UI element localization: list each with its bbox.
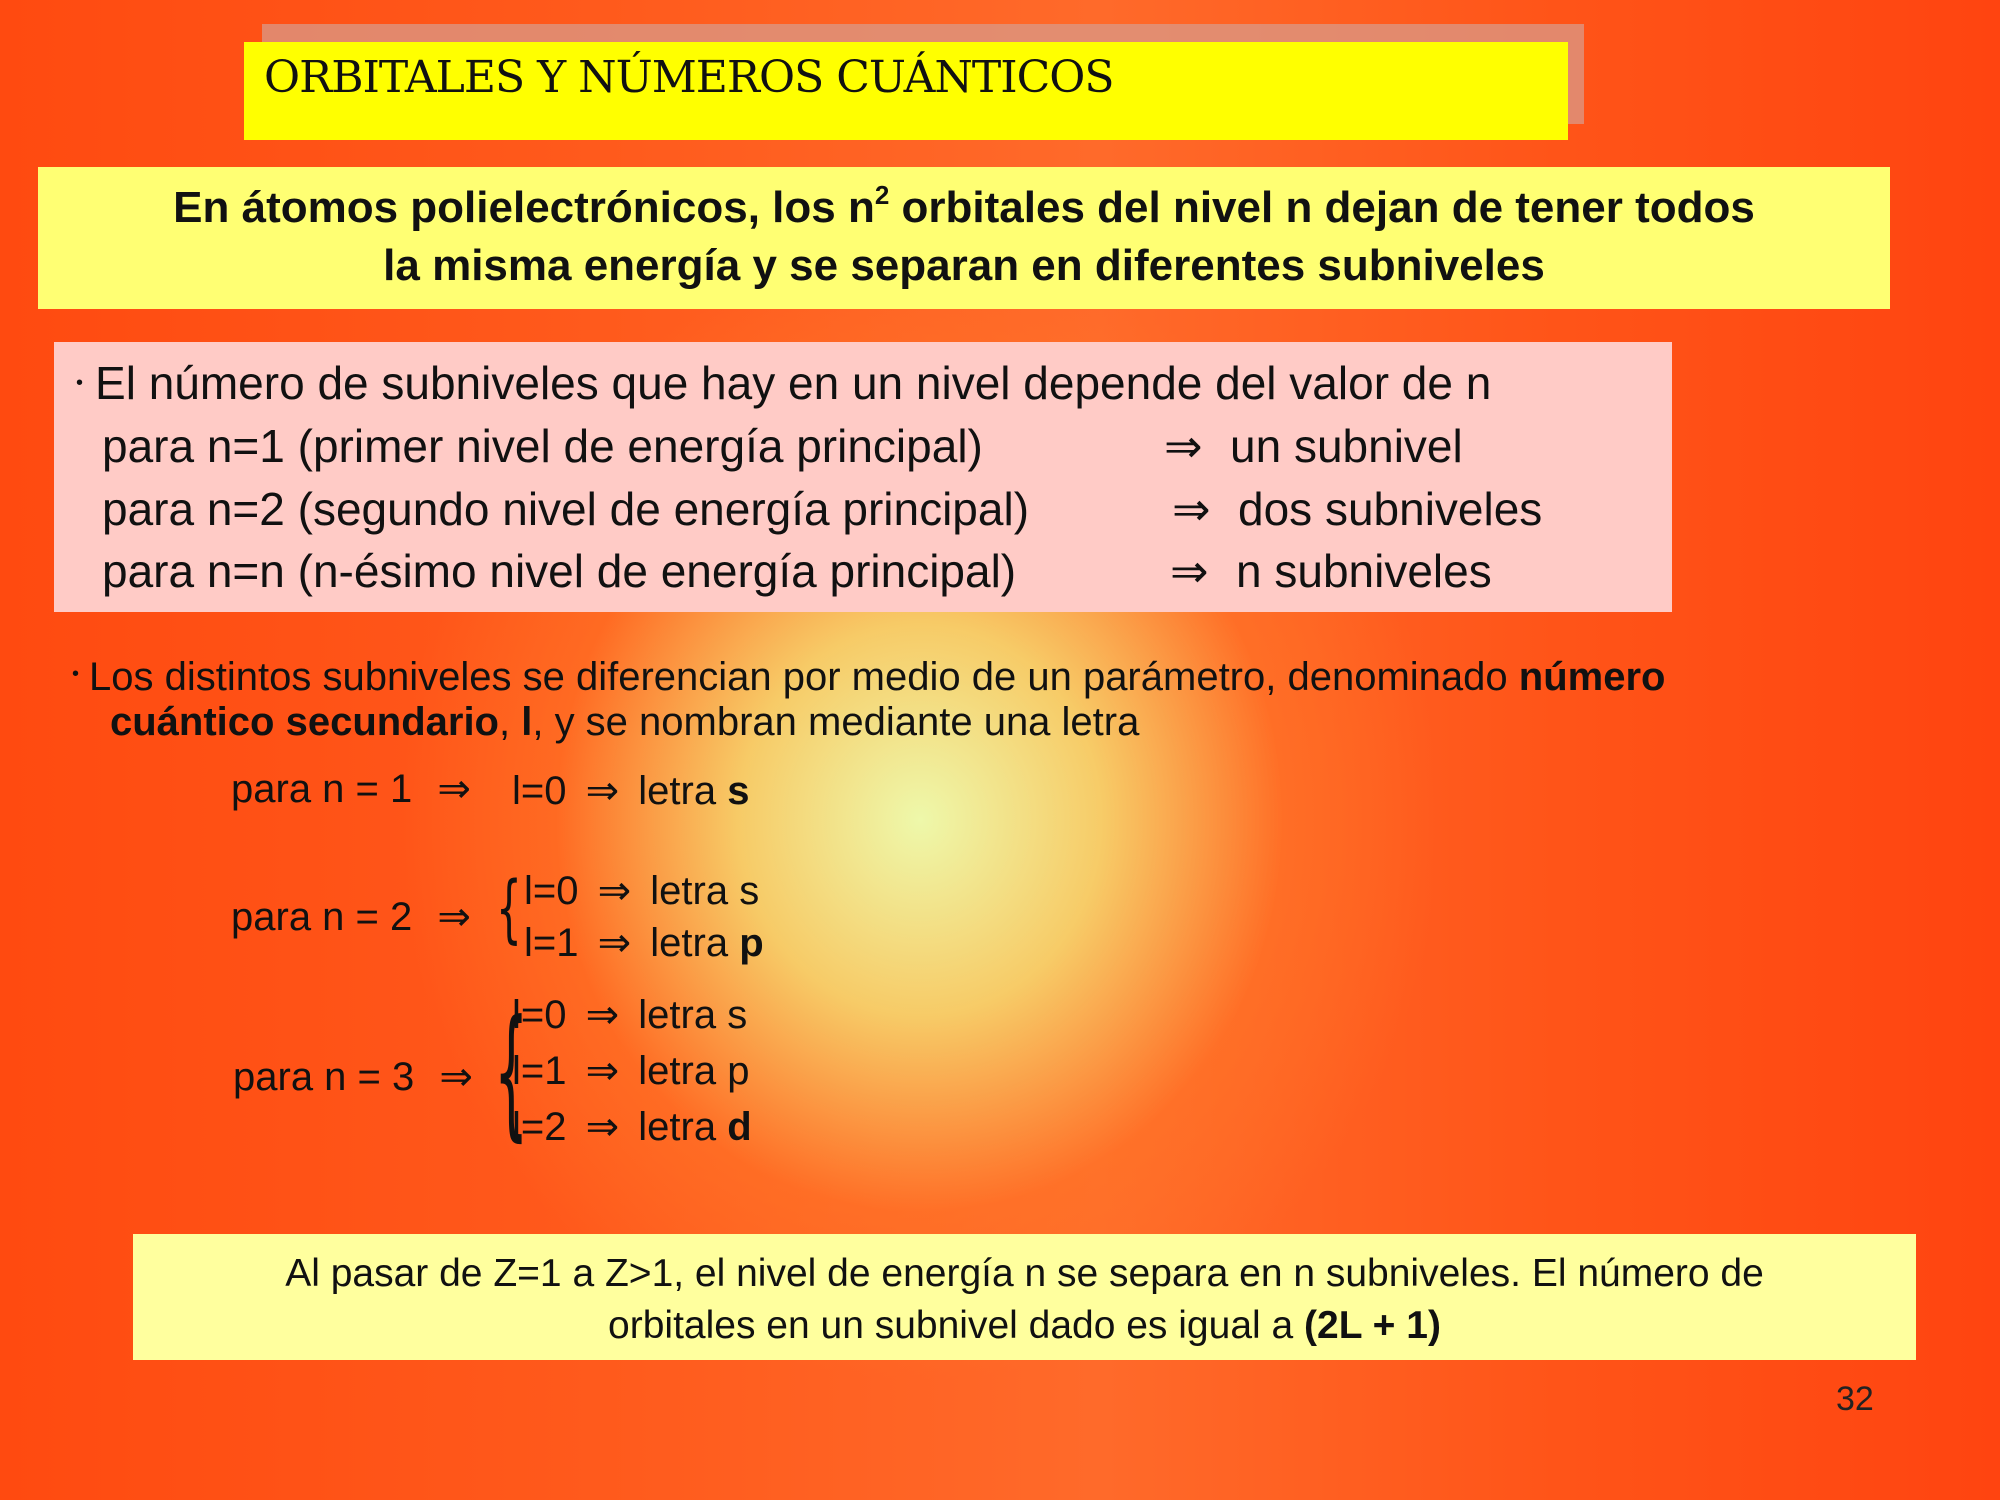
- l-value: l=0: [524, 869, 579, 913]
- paragraph-text-a: Los distintos subniveles se diferencian por medio de un parámetro, denominado: [89, 655, 1519, 699]
- subniveles-row-left: para n=n (n-ésimo nivel de energía principal): [102, 545, 1017, 597]
- left-brace-icon: {: [496, 866, 522, 952]
- level-n2-row: [524, 920, 764, 966]
- letter-text: letra s: [638, 993, 748, 1037]
- intro-superscript: 2: [874, 180, 890, 210]
- conclusion-line-1: Al pasar de Z=1 a Z>1, el nivel de energía n se separa en n subniveles. El número de: [285, 1252, 1764, 1295]
- subniveles-heading-line: [76, 356, 1491, 410]
- subniveles-box: [54, 342, 1672, 612]
- level-n2-label: [231, 894, 471, 940]
- level-n3-row: [512, 1048, 749, 1094]
- paragraph-bold-b: cuántico secundario: [110, 700, 499, 744]
- letter-text: letra: [638, 769, 728, 813]
- subniveles-row-right: dos subniveles: [1238, 483, 1543, 535]
- numero-cuantico-paragraph: [72, 652, 1872, 745]
- conclusion-box: [133, 1234, 1916, 1360]
- subniveles-row: [102, 419, 1463, 473]
- conclusion-line-2: [133, 1300, 1916, 1352]
- implies-arrow-icon: ⇒: [585, 1104, 620, 1150]
- bullet-icon: •: [76, 372, 84, 394]
- letter-bold: p: [739, 921, 764, 965]
- subniveles-row-right: un subnivel: [1230, 420, 1463, 472]
- subniveles-row-right: n subniveles: [1236, 545, 1492, 597]
- letter-text: letra: [638, 1105, 728, 1149]
- level-n3-row: [512, 1104, 752, 1150]
- implies-arrow-icon: ⇒: [597, 868, 632, 914]
- level-n1-row: [512, 768, 749, 814]
- intro-line-2: la misma energía y se separan en diferentes subniveles: [383, 241, 1545, 290]
- implies-arrow-icon: ⇒: [585, 768, 620, 814]
- intro-line-1-pre: En átomos polielectrónicos, los n: [173, 183, 875, 232]
- paragraph-line-2: [72, 700, 1139, 744]
- level-label: para n = 3: [233, 1055, 415, 1099]
- level-n3-label: [233, 1054, 473, 1100]
- paragraph-text-c: , y se nombran mediante una letra: [532, 700, 1140, 744]
- bullet-icon: •: [72, 663, 80, 685]
- level-label: para n = 1: [231, 767, 413, 811]
- letter-text: letra: [650, 921, 740, 965]
- paragraph-bold-l: l: [521, 700, 533, 744]
- level-label: para n = 2: [231, 895, 413, 939]
- conclusion-line-2-text: orbitales en un subnivel dado es igual a: [608, 1304, 1305, 1347]
- implies-arrow-icon: ⇒: [1170, 544, 1209, 598]
- implies-arrow-icon: ⇒: [585, 1048, 620, 1094]
- l-value: l=0: [512, 993, 567, 1037]
- implies-arrow-icon: ⇒: [437, 766, 471, 812]
- level-n3-row: [512, 992, 747, 1038]
- left-brace-icon: {: [494, 990, 529, 1155]
- intro-line-1: [38, 179, 1890, 237]
- subniveles-row: [102, 544, 1492, 598]
- letter-bold: s: [727, 769, 750, 813]
- implies-arrow-icon: ⇒: [439, 1054, 473, 1100]
- intro-line-1-post: orbitales del nivel n dejan de tener todos: [889, 183, 1755, 232]
- implies-arrow-icon: ⇒: [597, 920, 632, 966]
- l-value: l=2: [512, 1105, 567, 1149]
- subniveles-row: [102, 482, 1543, 536]
- paragraph-text-b: ,: [498, 700, 522, 744]
- letter-text: letra s: [650, 869, 760, 913]
- intro-box: [38, 167, 1890, 309]
- letter-text: letra p: [638, 1049, 750, 1093]
- title-box: [244, 42, 1568, 140]
- paragraph-bold-a: número: [1518, 655, 1666, 699]
- page-title: ORBITALES Y NÚMEROS CUÁNTICOS: [264, 52, 1114, 103]
- level-n2-row: [524, 868, 759, 914]
- l-value: l=1: [524, 921, 579, 965]
- page-number: 32: [1836, 1380, 1874, 1418]
- l-value: l=1: [512, 1049, 567, 1093]
- implies-arrow-icon: ⇒: [437, 894, 471, 940]
- implies-arrow-icon: ⇒: [585, 992, 620, 1038]
- subniveles-row-left: para n=1 (primer nivel de energía principal): [102, 420, 983, 472]
- l-value: l=0: [512, 769, 567, 813]
- implies-arrow-icon: ⇒: [1172, 482, 1211, 536]
- letter-bold: d: [727, 1105, 752, 1149]
- conclusion-formula: (2L + 1): [1304, 1304, 1441, 1347]
- subniveles-row-left: para n=2 (segundo nivel de energía principal): [102, 483, 1030, 535]
- level-n1-label: [231, 766, 471, 812]
- subniveles-heading: El número de subniveles que hay en un nivel depende del valor de n: [95, 357, 1492, 409]
- implies-arrow-icon: ⇒: [1164, 419, 1203, 473]
